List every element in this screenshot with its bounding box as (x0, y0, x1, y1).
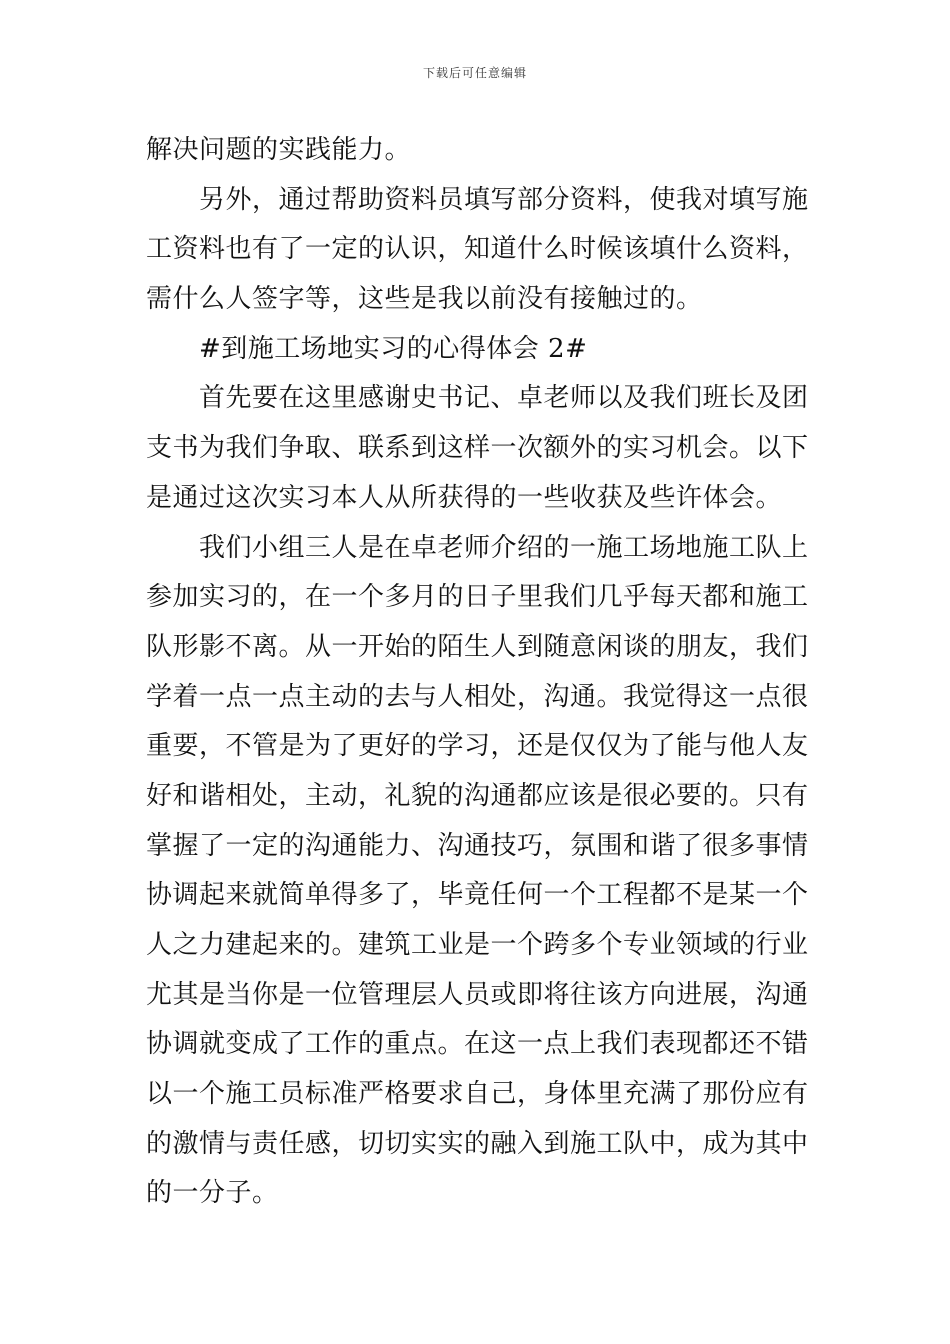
text-line: 好和谐相处，主动，礼貌的沟通都应该是很必要的。只有 (146, 780, 809, 811)
text-line: 解决问题的实践能力。 (146, 135, 412, 165)
text-line: 我们小组三人是在卓老师介绍的一施工场地施工队上 (199, 532, 809, 563)
text-line: 以一个施工员标准严格要求自己，身体里充满了那份应有 (146, 1079, 809, 1110)
text-line: 的激情与责任感，切切实实的融入到施工队中，成为其中 (146, 1128, 809, 1159)
section-heading: #到施工场地实习的心得体会 2# (199, 333, 588, 364)
text-line: 协调起来就简单得多了，毕竟任何一个工程都不是某一个 (146, 880, 809, 911)
text-line: 尤其是当你是一位管理层人员或即将往该方向进展，沟通 (146, 979, 809, 1010)
text-line: 支书为我们争取、联系到这样一次额外的实习机会。以下 (146, 433, 809, 464)
text-line: 队形影不离。从一开始的陌生人到随意闲谈的朋友，我们 (146, 631, 809, 662)
text-line: 工资料也有了一定的认识，知道什么时候该填什么资料， (146, 234, 809, 265)
document-body (146, 126, 810, 1219)
text-line: 学着一点一点主动的去与人相处，沟通。我觉得这一点很 (146, 681, 809, 712)
text-line: 是通过这次实习本人从所获得的一些收获及些许体会。 (146, 482, 783, 513)
page-header: 下载后可任意编辑 (422, 66, 527, 80)
text-line: 人之力建起来的。建筑工业是一个跨多个专业领域的行业 (146, 930, 809, 960)
text-line: 的一分子。 (146, 1178, 279, 1209)
text-line: 掌握了一定的沟通能力、沟通技巧，氛围和谐了很多事情 (146, 830, 809, 861)
text-line: 首先要在这里感谢史书记、卓老师以及我们班长及团 (199, 383, 809, 414)
text-line: 重要，不管是为了更好的学习，还是仅仅为了能与他人友 (146, 731, 809, 762)
text-line: 另外，通过帮助资料员填写部分资料，使我对填写施 (199, 184, 809, 215)
text-line: 需什么人签字等，这些是我以前没有接触过的。 (146, 284, 703, 315)
text-line: 协调就变成了工作的重点。在这一点上我们表现都还不错 (146, 1029, 809, 1060)
text-line: 参加实习的，在一个多月的日子里我们几乎每天都和施工 (146, 582, 809, 613)
